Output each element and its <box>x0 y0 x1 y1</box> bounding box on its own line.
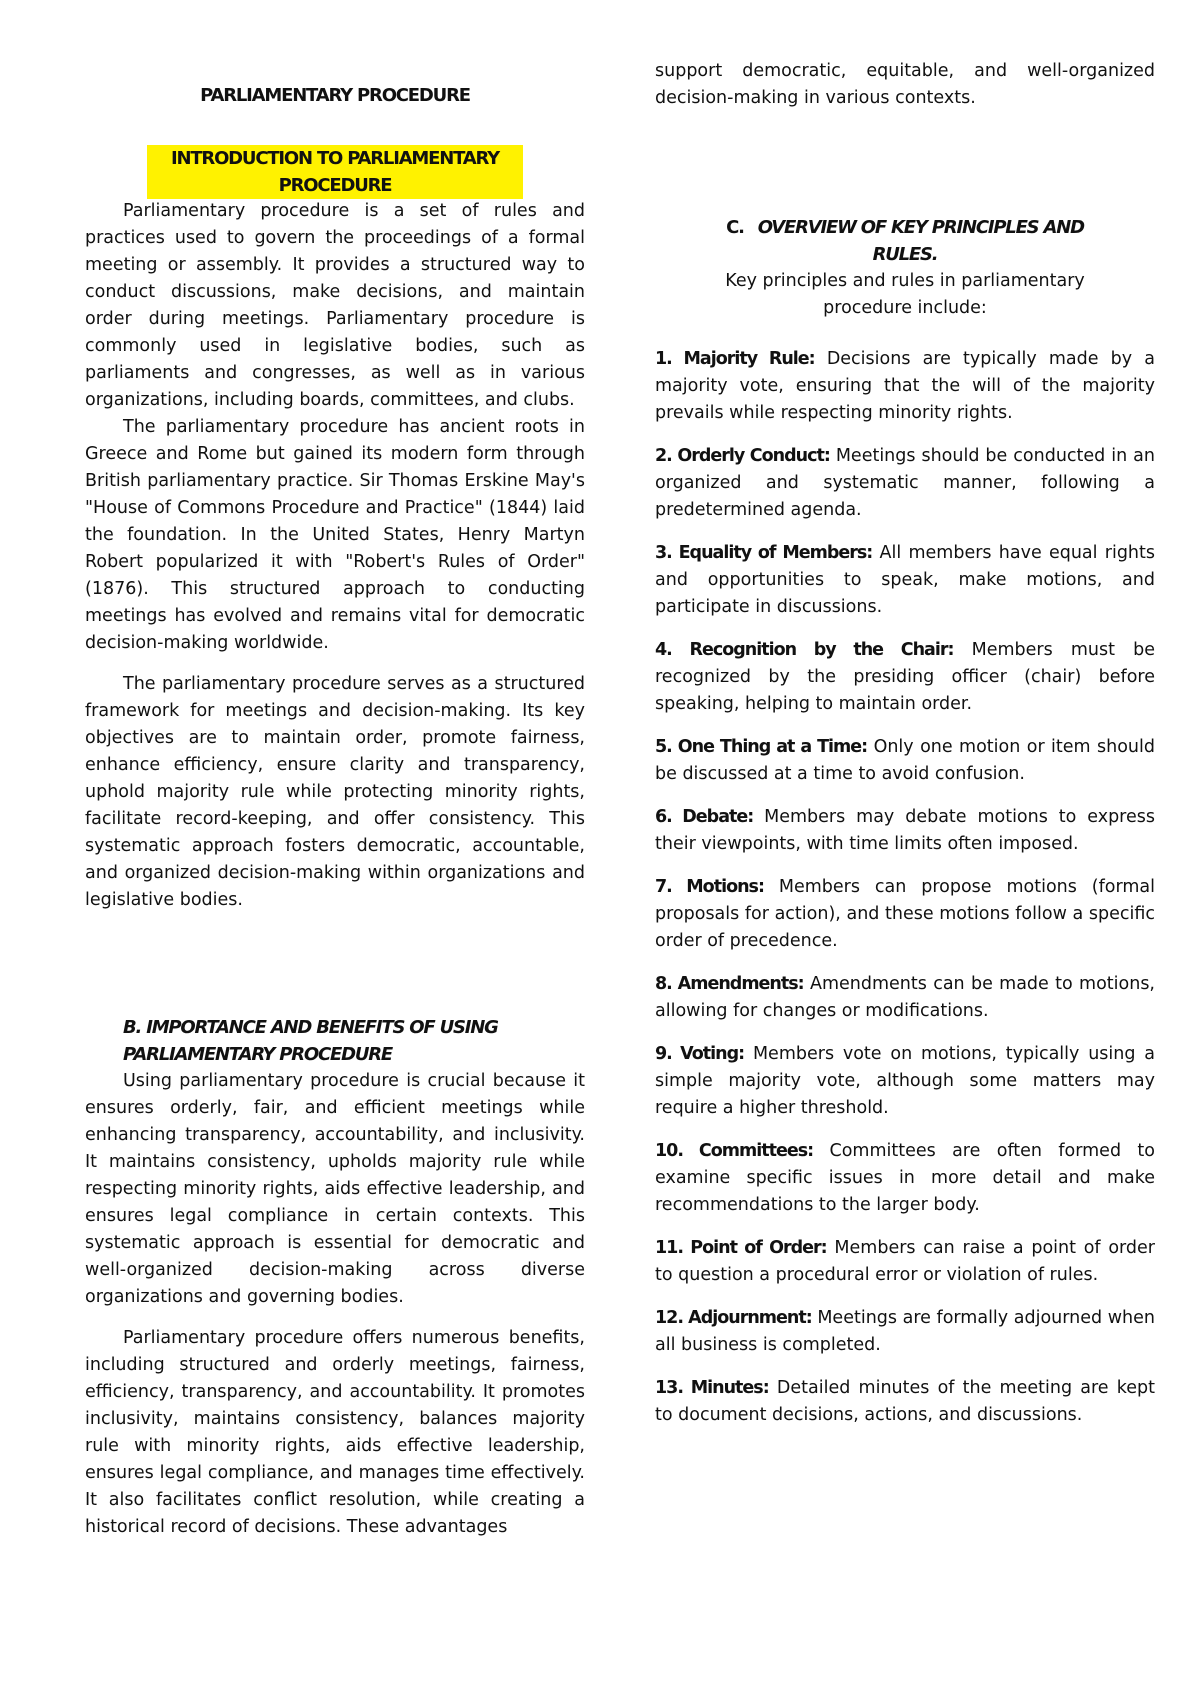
principle-item <box>655 874 1155 955</box>
left-column <box>85 0 585 1698</box>
section-c-intro: Key principles and rules in parliamentary procedure include: <box>725 271 1085 318</box>
intro-paragraph: The parliamentary procedure has ancient roots in Greece and Rome but gained its modern form through British parliamentary practice. Sir Thomas Erskine May's "House of Commons Procedure and Practice" (1844) laid the foundation. In the United States, Henry Martyn Robert popularized it with "Robert's Rules of Order" (1876). This structured approach to conducting meetings has evolved and remains vital for democratic decision-making worldwide. <box>85 417 585 653</box>
principle-item <box>655 637 1155 718</box>
principle-text: Members vote on motions, typically using a simple majority vote, although some matters may require a higher threshold. <box>655 1044 1156 1118</box>
principle-label: 2. Orderly Conduct: <box>655 446 830 466</box>
principle-item <box>655 1235 1155 1289</box>
principle-label: 3. Equality of Members: <box>655 543 873 563</box>
principle-item <box>655 1138 1155 1219</box>
section-b-title: B. IMPORTANCE AND BENEFITS OF USING PARLIAMENTARY PROCEDURE <box>123 1017 498 1065</box>
principle-text: Detailed minutes of the meeting are kept to document decisions, actions, and discussions. <box>655 1378 1156 1425</box>
principle-label: 6. Debate: <box>655 807 754 827</box>
section-c-label: C. <box>726 217 744 238</box>
principle-item <box>655 346 1155 427</box>
principle-item <box>655 1375 1155 1429</box>
principle-text: Members can propose motions (formal proposals for action), and these motions follow a specific order of precedence. <box>655 877 1155 951</box>
principle-item <box>655 734 1155 788</box>
principle-text: Committees are often formed to examine specific issues in more detail and make recommendations to the larger body. <box>655 1141 1155 1215</box>
section-b-paragraph: Parliamentary procedure offers numerous benefits, including structured and orderly meetings, fairness, efficiency, transparency, and accountability. It promotes inclusivity, maintains consistency, balances majority rule with minority rights, aids effective leadership, ensures legal compliance, and manages time effectively. It also facilitates conflict resolution, while creating a historical record of decisions. These advantages <box>85 1328 585 1537</box>
principle-text: Meetings are formally adjourned when all business is completed. <box>655 1308 1155 1355</box>
page-title: PARLIAMENTARY PROCEDURE <box>200 85 470 106</box>
principle-label: 9. Voting: <box>655 1044 745 1064</box>
principle-item <box>655 540 1155 621</box>
principle-label: 1. Majority Rule: <box>655 349 815 369</box>
section-c-title <box>655 214 1155 268</box>
principle-text: Members may debate motions to express their viewpoints, with time limits often imposed. <box>655 807 1155 854</box>
principle-label: 11. Point of Order: <box>655 1238 827 1258</box>
intro-heading <box>85 145 585 199</box>
principle-item <box>655 804 1155 858</box>
principles-list <box>655 346 1155 1429</box>
intro-paragraph: Parliamentary procedure is a set of rules and practices used to govern the proceedings of a formal meeting or assembly. It provides a structured way to conduct discussions, make decisions, and maintain order during meetings. Parliamentary procedure is commonly used in legislative bodies, such as parliaments and congresses, as well as in various organizations, including boards, committees, and clubs. <box>85 201 585 410</box>
principle-text: Amendments can be made to motions, allowing for changes or modifications. <box>655 974 1155 1021</box>
principle-label: 8. Amendments: <box>655 974 804 994</box>
principle-label: 10. Committees: <box>655 1141 814 1161</box>
principle-label: 13. Minutes: <box>655 1378 769 1398</box>
intro-heading-text: INTRODUCTION TO PARLIAMENTARY PROCEDURE <box>147 145 523 199</box>
principle-text: Meetings should be conducted in an organized and systematic manner, following a predetermined agenda. <box>655 446 1155 520</box>
section-b-continuation: support democratic, equitable, and well-organized decision-making in various contexts. <box>655 61 1155 108</box>
principle-text: Decisions are typically made by a majority vote, ensuring that the will of the majority prevails while respecting minority rights. <box>655 349 1155 423</box>
section-c-heading-text: OVERVIEW OF KEY PRINCIPLES AND RULES. <box>757 217 1084 265</box>
principle-text: Only one motion or item should be discussed at a time to avoid confusion. <box>655 737 1155 784</box>
principle-item <box>655 1041 1155 1122</box>
section-b-paragraph: Using parliamentary procedure is crucial because it ensures orderly, fair, and efficient meetings while enhancing transparency, accountability, and inclusivity. It maintains consistency, upholds majority rule while respecting minority rights, aids effective leadership, and ensures legal compliance in certain contexts. This systematic approach is essential for democratic and well-organized decision-making across diverse organizations and governing bodies. <box>85 1071 585 1307</box>
principle-label: 4. Recognition by the Chair: <box>655 640 954 660</box>
section-b-heading <box>123 1014 583 1068</box>
intro-body <box>85 198 585 914</box>
principle-item <box>655 443 1155 524</box>
principle-text: All members have equal rights and opportunities to speak, make motions, and participate in discussions. <box>655 543 1155 617</box>
section-b-body <box>85 1068 585 1541</box>
principle-label: 5. One Thing at a Time: <box>655 737 868 757</box>
principle-text: Members must be recognized by the presiding officer (chair) before speaking, helping to maintain order. <box>655 640 1155 714</box>
principle-text: Members can raise a point of order to question a procedural error or violation of rules. <box>655 1238 1155 1285</box>
intro-paragraph: The parliamentary procedure serves as a structured framework for meetings and decision-making. Its key objectives are to maintain order, promote fairness, enhance efficiency, ensure clarity and transparency, uphold majority rule while protecting minority rights, facilitate record-keeping, and offer consistency. This systematic approach fosters democratic, accountable, and organized decision-making within organizations and legislative bodies. <box>85 674 585 910</box>
principle-item <box>655 1305 1155 1359</box>
principle-label: 12. Adjournment: <box>655 1308 812 1328</box>
right-column <box>655 0 1155 1698</box>
section-c-heading <box>655 214 1155 322</box>
principle-item <box>655 971 1155 1025</box>
principle-label: 7. Motions: <box>655 877 764 897</box>
